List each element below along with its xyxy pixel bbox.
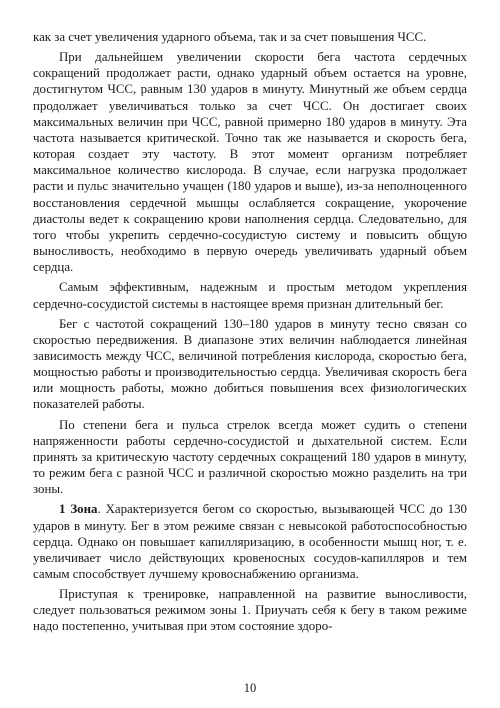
- paragraph-text: При дальнейшем увеличении скорости бега частота сердечных сокращений продолжает расти, однако ударный объем остается на уровне, достигнутом ЧСС, равным 130 ударов в минуту. Минутный же объем сердца продолжает увеличиваться только за счет ЧСС. Он достигает своих максимальных величин при ЧСС, равной примерно 180 ударов в минуту. Эта частота называется критической. Точно так же называется и скорость бега, которая создает эту частоту. В этот момент организм потребляет максимальное количество кислорода. В случае, если нагрузка продолжает расти и пульс значительно учащен (180 ударов и выше), из-за неполноценного восстановления сердечной мышцы ослабляется сокращение, укорочение диастолы ведет к сокращению крови наполнения сердца. Следовательно, для того чтобы укрепить сердечно-сосудистую систему и повысить общую выносливость, необходимо в первую очередь увеличивать ударный объем сердца.: [33, 50, 467, 275]
- paragraph: [33, 29, 467, 45]
- paragraph: [33, 279, 467, 311]
- paragraph-text: как за счет увеличения ударного объема, так и за счет повышения ЧСС.: [33, 30, 427, 44]
- paragraph: [33, 316, 467, 413]
- paragraph-text: Самым эффективным, надежным и простым методом укрепления сердечно-сосудистой системы в настоящее время признан длительный бег.: [33, 280, 467, 311]
- paragraph-text: Приступая к тренировке, направленной на развитие выносливости, следует пользоваться режимом зоны 1. Приучать себя к бегу в таком режиме надо постепенно, учитывая при этом состояние здоро-: [33, 587, 467, 634]
- paragraph: [33, 586, 467, 634]
- paragraph: [33, 49, 467, 275]
- page-number: 10: [243, 681, 257, 695]
- paragraph-text: . Характеризуется бегом со скоростью, вызывающей ЧСС до 130 ударов в минуту. Бег в этом режиме связан с невысокой работоспособностью сердца. Однако он повышает капилляризацию, в особенности мышц ног, т. е. увеличивает число действующих кровеносных сосудов-капилляров и тем самым способствует лучшему кровоснабжению организма.: [33, 502, 467, 581]
- paragraph: [33, 501, 467, 582]
- paragraph-text: По степени бега и пульса стрелок всегда может судить о степени напряженности работы сердечно-сосудистой и дыхательной систем. Если принять за критическую частоту сердечных сокращений 180 ударов в минуту, то режим бега с разной ЧСС и различной скоростью можно разделить на три зоны.: [33, 417, 467, 497]
- paragraph: [33, 417, 467, 498]
- page-body: [33, 29, 467, 639]
- zone-heading: 1 Зона: [59, 502, 98, 517]
- paragraph-text: Бег с частотой сокращений 130–180 ударов в минуту тесно связан со скоростью передвижения. В диапазоне этих величин наблюдается линейная зависимость между ЧСС, величиной потребления кислорода, скоростью бега, мощностью работы и производительностью сердца. Увеличивая скорость бега или мощность работы, можно добиться повышения всех физиологических показателей работы.: [33, 316, 467, 412]
